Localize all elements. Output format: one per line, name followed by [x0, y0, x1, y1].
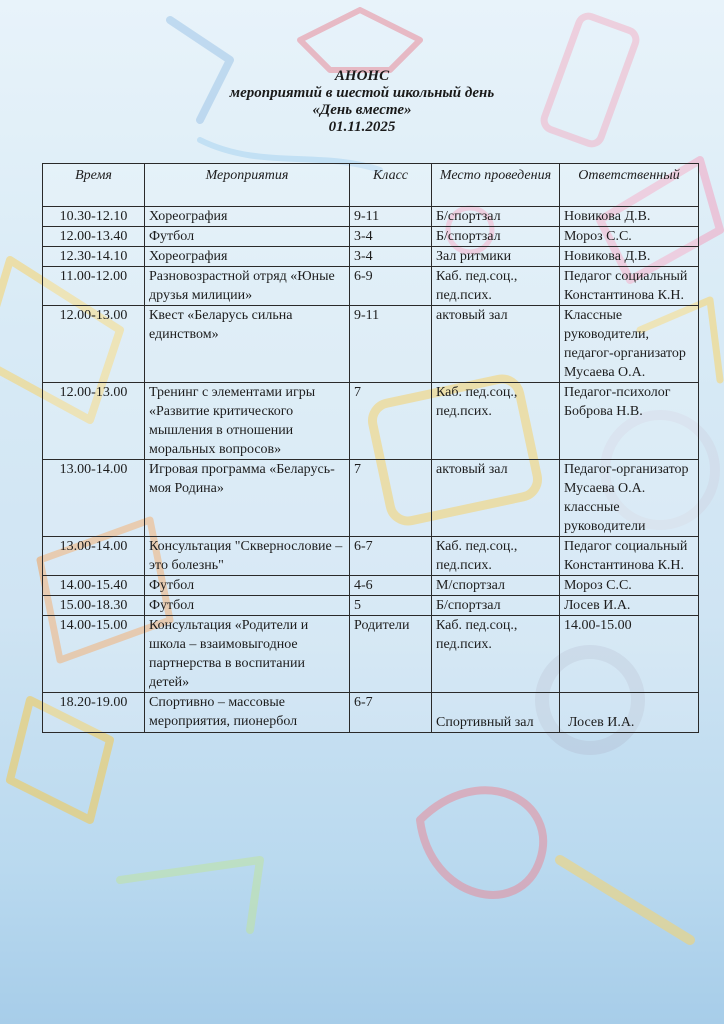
header-place: Место проведения: [432, 164, 560, 207]
cell-event: Разновозрастной отряд «Юные друзья милиции»: [145, 267, 350, 306]
header-events: Мероприятия: [145, 164, 350, 207]
cell-time: 15.00-18.30: [43, 596, 145, 616]
cell-time: 11.00-12.00: [43, 267, 145, 306]
cell-place: актовый зал: [432, 460, 560, 537]
title-announce: АНОНС: [334, 68, 390, 84]
cell-place: Спортивный зал: [432, 693, 560, 733]
cell-responsible: Мороз С.С.: [560, 576, 699, 596]
table-row: [43, 460, 699, 537]
cell-responsible: Педагог-организатор Мусаева О.А. классные руководители: [560, 460, 699, 537]
cell-event: Футбол: [145, 227, 350, 247]
cell-time: 14.00-15.00: [43, 616, 145, 693]
cell-event: Консультация «Родители и школа – взаимовыгодное партнерства в воспитании детей»: [145, 616, 350, 693]
title-subtitle: мероприятий в шестой школьный день: [229, 85, 495, 101]
cell-responsible: Мороз С.С.: [560, 227, 699, 247]
table-row: [43, 616, 699, 693]
cell-place: Б/спортзал: [432, 596, 560, 616]
cell-place: актовый зал: [432, 306, 560, 383]
cell-event: Тренинг с элементами игры «Развитие критического мышления в отношении моральных вопросов»: [145, 383, 350, 460]
cell-time: 12.00-13.00: [43, 306, 145, 383]
table-row: [43, 576, 699, 596]
cell-time: 12.00-13.00: [43, 383, 145, 460]
cell-grade: 6-7: [350, 537, 432, 576]
cell-responsible: Новикова Д.В.: [560, 207, 699, 227]
cell-event: Футбол: [145, 576, 350, 596]
cell-responsible: Лосев И.А.: [560, 596, 699, 616]
cell-grade: 5: [350, 596, 432, 616]
cell-responsible: Новикова Д.В.: [560, 247, 699, 267]
cell-place: Каб. пед.соц., пед.псих.: [432, 383, 560, 460]
cell-responsible: Классные руководители, педагог-организатор Мусаева О.А.: [560, 306, 699, 383]
table-row: [43, 267, 699, 306]
cell-time: 12.00-13.40: [43, 227, 145, 247]
cell-event: Игровая программа «Беларусь- моя Родина»: [145, 460, 350, 537]
cell-responsible: Педагог социальный Константинова К.Н.: [560, 267, 699, 306]
cell-grade: 9-11: [350, 306, 432, 383]
table-row: [43, 537, 699, 576]
cell-grade: Родители: [350, 616, 432, 693]
table-row: [43, 596, 699, 616]
title-date: 01.11.2025: [328, 119, 396, 135]
header-responsible: Ответственный: [560, 164, 699, 207]
cell-event: Спортивно – массовые мероприятия, пионербол: [145, 693, 350, 733]
table-header-row: [43, 164, 699, 207]
cell-event: Футбол: [145, 596, 350, 616]
cell-time: 10.30-12.10: [43, 207, 145, 227]
cell-event: Хореография: [145, 207, 350, 227]
cell-grade: 4-6: [350, 576, 432, 596]
cell-responsible: Педагог социальный Константинова К.Н.: [560, 537, 699, 576]
cell-time: 18.20-19.00: [43, 693, 145, 733]
cell-event: Квест «Беларусь сильна единством»: [145, 306, 350, 383]
cell-place: Каб. пед.соц., пед.псих.: [432, 537, 560, 576]
table-row: [43, 227, 699, 247]
cell-responsible: 14.00-15.00: [560, 616, 699, 693]
cell-place: Зал ритмики: [432, 247, 560, 267]
cell-time: 14.00-15.40: [43, 576, 145, 596]
cell-place: М/спортзал: [432, 576, 560, 596]
title-day-name: «День вместе»: [312, 102, 412, 118]
cell-place: Каб. пед.соц., пед.псих.: [432, 267, 560, 306]
cell-event: Консультация "Сквернословие – это болезнь": [145, 537, 350, 576]
cell-grade: 6-9: [350, 267, 432, 306]
cell-grade: 9-11: [350, 207, 432, 227]
table-row: [43, 693, 699, 733]
cell-grade: 7: [350, 460, 432, 537]
cell-place: Каб. пед.соц., пед.псих.: [432, 616, 560, 693]
cell-event: Хореография: [145, 247, 350, 267]
table-row: [43, 247, 699, 267]
table-row: [43, 383, 699, 460]
cell-grade: 6-7: [350, 693, 432, 733]
cell-grade: 7: [350, 383, 432, 460]
cell-place: Б/спортзал: [432, 227, 560, 247]
cell-time: 13.00-14.00: [43, 537, 145, 576]
document-title: [0, 68, 724, 136]
header-grade: Класс: [350, 164, 432, 207]
table-row: [43, 207, 699, 227]
schedule-table: [42, 163, 699, 733]
cell-time: 13.00-14.00: [43, 460, 145, 537]
cell-time: 12.30-14.10: [43, 247, 145, 267]
cell-place: Б/спортзал: [432, 207, 560, 227]
cell-grade: 3-4: [350, 247, 432, 267]
cell-responsible: Педагог-психолог Боброва Н.В.: [560, 383, 699, 460]
header-time: Время: [43, 164, 145, 207]
cell-responsible: Лосев И.А.: [560, 693, 699, 733]
table-row: [43, 306, 699, 383]
cell-grade: 3-4: [350, 227, 432, 247]
